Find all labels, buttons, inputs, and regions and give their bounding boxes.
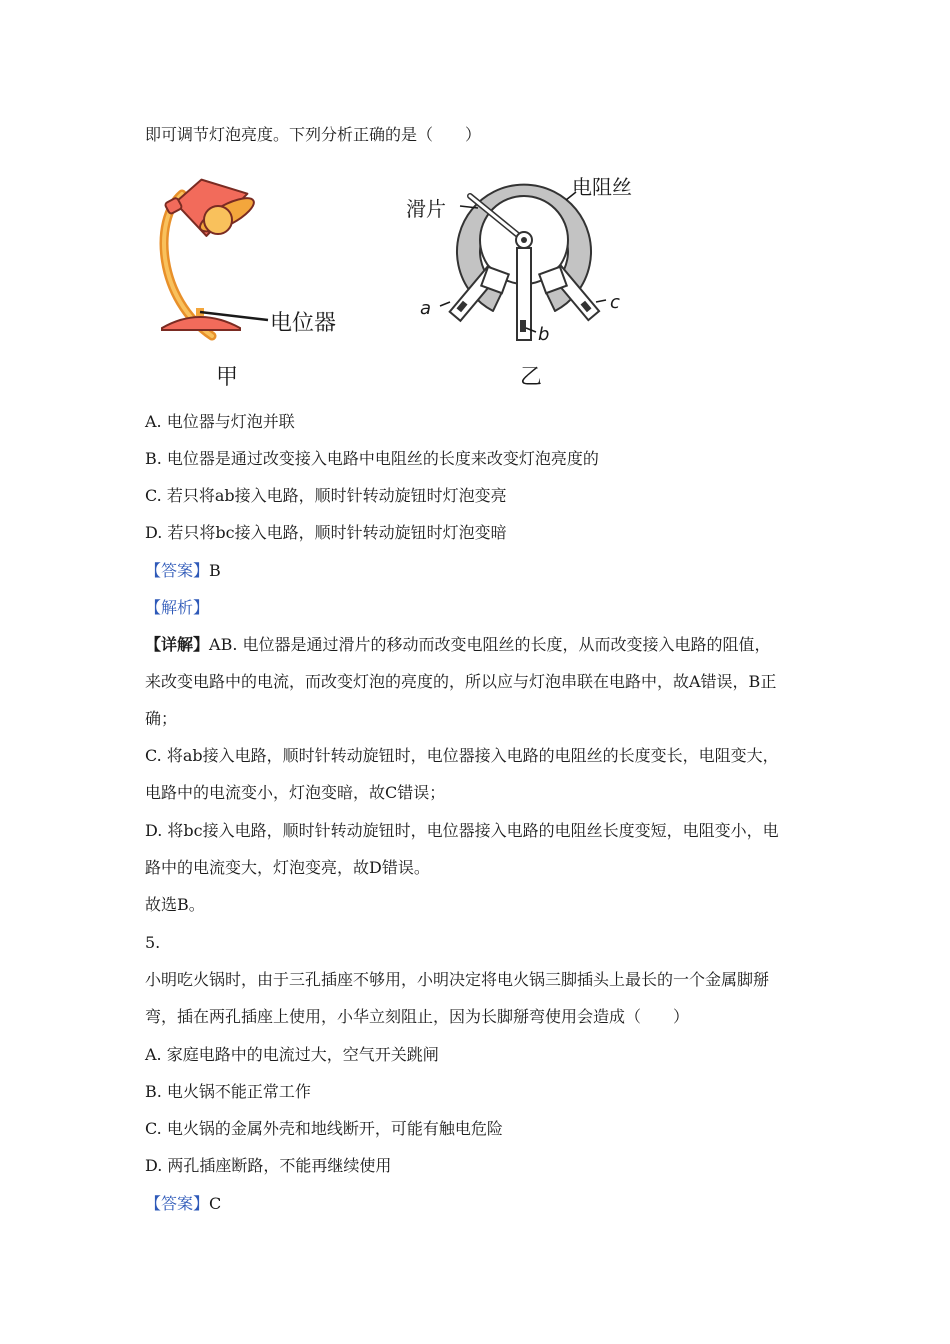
- label-yi: 乙: [520, 365, 543, 390]
- q5-stem-line-2: 弯，插在两孔插座上使用，小华立刻阻止，因为长脚掰弯使用会造成（ ）: [145, 1007, 690, 1026]
- q4-option-a: A. 电位器与灯泡并联: [145, 412, 295, 431]
- q4-detail-line-2: 来改变电路中的电流，而改变灯泡的亮度的，所以应与灯泡串联在电路中，故A错误，B正: [145, 672, 777, 691]
- q5-number: 5.: [145, 933, 161, 952]
- label-potentiometer: 电位器: [270, 311, 337, 336]
- q5-option-d: D. 两孔插座断路，不能再继续使用: [145, 1156, 392, 1175]
- q4-detail-line-7: 路中的电流变大，灯泡变亮，故D错误。: [145, 858, 430, 877]
- q5-answer-value: C: [209, 1194, 222, 1213]
- q4-detail-line-5: 电路中的电流变小，灯泡变暗，故C错误；: [145, 783, 446, 802]
- q4-option-c: C. 若只将ab接入电路，顺时针转动旋钮时灯泡变亮: [145, 486, 507, 505]
- lamp-illustration: [150, 160, 360, 395]
- q5-answer-label: 【答案】: [145, 1194, 210, 1213]
- q4-option-b: B. 电位器是通过改变接入电路中电阻丝的长度来改变灯泡亮度的: [145, 449, 599, 468]
- q4-analysis-label: 【解析】: [145, 598, 210, 617]
- q5-stem-line-1: 小明吃火锅时，由于三孔插座不够用，小明决定将电火锅三脚插头上最长的一个金属脚掰: [145, 970, 770, 989]
- label-terminal-c: c: [610, 292, 620, 313]
- q4-detail-label: 【详解】: [145, 635, 210, 654]
- q4-answer: [145, 560, 221, 582]
- potentiometer-diagram: [400, 160, 650, 395]
- question-intro: 即可调节灯泡亮度。下列分析正确的是（ ）: [145, 125, 482, 144]
- q4-detail-line-4: C. 将ab接入电路，顺时针转动旋钮时，电位器接入电路的电阻丝的长度变长，电阻变大，: [145, 746, 779, 765]
- label-terminal-a: a: [420, 298, 432, 319]
- q4-detail-line-1: 【详解】AB. 电位器是通过滑片的移动而改变电阻丝的长度，从而改变接入电路的阻值，: [145, 635, 771, 654]
- q4-conclusion: 故选B。: [145, 895, 205, 914]
- q4-answer-value: B: [209, 561, 221, 580]
- q4-answer-label: 【答案】: [145, 561, 210, 580]
- label-slider: 滑片: [406, 197, 446, 221]
- q5-option-b: B. 电火锅不能正常工作: [145, 1082, 311, 1101]
- q5-option-a: A. 家庭电路中的电流过大，空气开关跳闸: [145, 1045, 439, 1064]
- q4-detail-line-3: 确；: [145, 709, 178, 728]
- figure-lamp: [150, 160, 360, 395]
- label-jia: 甲: [216, 365, 239, 390]
- q5-answer: [145, 1193, 221, 1215]
- label-terminal-b: b: [538, 324, 550, 345]
- q5-option-c: C. 电火锅的金属外壳和地线断开，可能有触电危险: [145, 1119, 503, 1138]
- q4-detail-line-6: D. 将bc接入电路，顺时针转动旋钮时，电位器接入电路的电阻丝长度变短，电阻变小，电: [145, 821, 779, 840]
- label-wire: 电阻丝: [572, 175, 632, 199]
- figure-potentiometer: [400, 160, 650, 395]
- q4-option-d: D. 若只将bc接入电路，顺时针转动旋钮时灯泡变暗: [145, 523, 507, 542]
